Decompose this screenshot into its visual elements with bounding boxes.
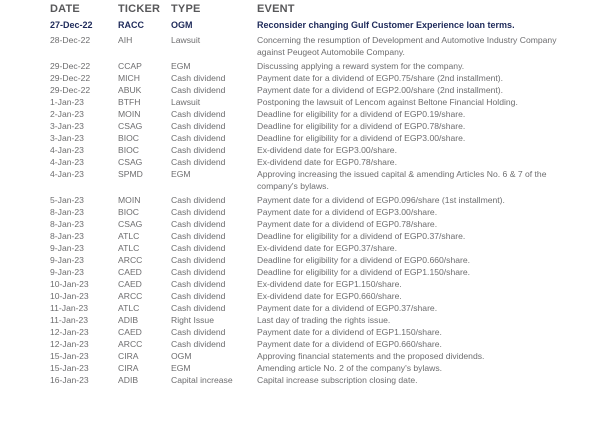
cell-date: 11-Jan-23 <box>50 303 89 313</box>
cell-date: 16-Jan-23 <box>50 375 89 385</box>
cell-date: 8-Jan-23 <box>50 207 84 217</box>
cell-ticker: BIOC <box>118 145 140 155</box>
cell-type: Cash dividend <box>171 207 226 217</box>
cell-ticker: BIOC <box>118 207 140 217</box>
cell-date: 12-Jan-23 <box>50 339 89 349</box>
cell-date: 3-Jan-23 <box>50 133 84 143</box>
cell-date: 4-Jan-23 <box>50 157 84 167</box>
cell-event: Deadline for eligibility for a dividend of EGP0.660/share. <box>257 255 471 265</box>
cell-ticker: BTFH <box>118 97 141 107</box>
cell-type: Cash dividend <box>171 231 226 241</box>
cell-date: 12-Jan-23 <box>50 327 89 337</box>
cell-ticker: ARCC <box>118 255 143 265</box>
cell-date: 15-Jan-23 <box>50 351 89 361</box>
table-header <box>0 3 606 17</box>
cell-type: EGM <box>171 169 191 179</box>
header-ticker: TICKER <box>118 3 161 15</box>
cell-event: Payment date for a dividend of EGP0.75/share (2nd installment). <box>257 73 504 83</box>
cell-type: Cash dividend <box>171 327 226 337</box>
cell-type: Lawsuit <box>171 35 201 45</box>
cell-type: Cash dividend <box>171 195 226 205</box>
cell-date: 11-Jan-23 <box>50 315 89 325</box>
cell-type: EGM <box>171 363 191 373</box>
cell-event: Payment date for a dividend of EGP3.00/share. <box>257 207 438 217</box>
cell-date: 4-Jan-23 <box>50 169 84 179</box>
cell-ticker: ARCC <box>118 291 143 301</box>
cell-date: 3-Jan-23 <box>50 121 84 131</box>
cell-type: Cash dividend <box>171 121 226 131</box>
cell-event: Deadline for eligibility for a dividend of EGP3.00/share. <box>257 133 466 143</box>
cell-ticker: ADIB <box>118 315 139 325</box>
cell-type: OGM <box>171 351 192 361</box>
cell-date: 9-Jan-23 <box>50 243 84 253</box>
cell-type: Lawsuit <box>171 97 201 107</box>
cell-event: Ex-dividend date for EGP1.150/share. <box>257 279 402 289</box>
cell-ticker: CAED <box>118 279 142 289</box>
cell-event: Payment date for a dividend of EGP0.660/share. <box>257 339 442 349</box>
header-event: EVENT <box>257 3 295 15</box>
cell-type: Cash dividend <box>171 267 226 277</box>
cell-type: Cash dividend <box>171 109 226 119</box>
cell-ticker: MOIN <box>118 109 141 119</box>
cell-type: Cash dividend <box>171 133 226 143</box>
cell-type: Cash dividend <box>171 291 226 301</box>
cell-type: Cash dividend <box>171 73 226 83</box>
cell-type: Cash dividend <box>171 85 226 95</box>
cell-ticker: CIRA <box>118 363 139 373</box>
cell-ticker: CSAG <box>118 219 143 229</box>
cell-type: Cash dividend <box>171 243 226 253</box>
cell-date: 5-Jan-23 <box>50 195 84 205</box>
cell-date: 29-Dec-22 <box>50 73 91 83</box>
cell-ticker: CCAP <box>118 61 142 71</box>
cell-ticker: ATLC <box>118 243 140 253</box>
cell-event: Approving increasing the issued capital & amending Articles No. 6 & 7 of the company's bylaws. <box>257 169 547 191</box>
cell-ticker: CAED <box>118 327 142 337</box>
cell-event: Deadline for eligibility for a dividend of EGP0.19/share. <box>257 109 466 119</box>
header-date: DATE <box>50 3 80 15</box>
cell-event: Payment date for a dividend of EGP0.37/share. <box>257 303 438 313</box>
cell-event: Capital increase subscription closing date. <box>257 375 418 385</box>
cell-date: 8-Jan-23 <box>50 219 84 229</box>
cell-type: Capital increase <box>171 375 233 385</box>
cell-type: Cash dividend <box>171 255 226 265</box>
cell-date: 9-Jan-23 <box>50 255 84 265</box>
cell-ticker: RACC <box>118 20 144 30</box>
cell-type: EGM <box>171 61 191 71</box>
cell-event: Reconsider changing Gulf Customer Experience loan terms. <box>257 20 515 30</box>
cell-event: Last day of trading the rights issue. <box>257 315 391 325</box>
cell-date: 27-Dec-22 <box>50 20 93 30</box>
cell-type: Cash dividend <box>171 219 226 229</box>
cell-event: Deadline for eligibility for a dividend of EGP0.78/share. <box>257 121 466 131</box>
cell-ticker: CAED <box>118 267 142 277</box>
cell-type: Right Issue <box>171 315 214 325</box>
cell-event: Concerning the resumption of Development and Automotive Industry Company against Peugeot Automobile Company. <box>257 35 557 57</box>
cell-date: 29-Dec-22 <box>50 85 91 95</box>
cell-event: Amending article No. 2 of the company's bylaws. <box>257 363 443 373</box>
cell-ticker: MOIN <box>118 195 141 205</box>
cell-event: Ex-dividend date for EGP0.37/share. <box>257 243 397 253</box>
cell-event: Deadline for eligibility for a dividend of EGP1.150/share. <box>257 267 471 277</box>
cell-ticker: SPMD <box>118 169 143 179</box>
cell-date: 2-Jan-23 <box>50 109 84 119</box>
cell-event: Discussing applying a reward system for the company. <box>257 61 465 71</box>
cell-ticker: ATLC <box>118 231 140 241</box>
cell-ticker: MICH <box>118 73 140 83</box>
cell-date: 28-Dec-22 <box>50 35 91 45</box>
cell-event: Payment date for a dividend of EGP1.150/share. <box>257 327 442 337</box>
cell-date: 15-Jan-23 <box>50 363 89 373</box>
cell-event: Ex-dividend date for EGP0.78/share. <box>257 157 397 167</box>
cell-ticker: ARCC <box>118 339 143 349</box>
cell-type: Cash dividend <box>171 303 226 313</box>
cell-event: Payment date for a dividend of EGP2.00/share (2nd installment). <box>257 85 504 95</box>
cell-date: 8-Jan-23 <box>50 231 84 241</box>
cell-ticker: ATLC <box>118 303 140 313</box>
cell-event: Approving financial statements and the proposed dividends. <box>257 351 485 361</box>
cell-event: Ex-dividend date for EGP0.660/share. <box>257 291 402 301</box>
cell-date: 10-Jan-23 <box>50 291 89 301</box>
cell-type: Cash dividend <box>171 145 226 155</box>
header-type: TYPE <box>171 3 201 15</box>
cell-date: 29-Dec-22 <box>50 61 91 71</box>
cell-ticker: CSAG <box>118 121 143 131</box>
cell-type: Cash dividend <box>171 279 226 289</box>
cell-ticker: ADIB <box>118 375 139 385</box>
cell-event: Payment date for a dividend of EGP0.096/share (1st installment). <box>257 195 505 205</box>
cell-type: Cash dividend <box>171 157 226 167</box>
cell-event: Deadline for eligibility for a dividend of EGP0.37/share. <box>257 231 466 241</box>
cell-date: 10-Jan-23 <box>50 279 89 289</box>
cell-date: 9-Jan-23 <box>50 267 84 277</box>
cell-type: OGM <box>171 20 193 30</box>
cell-date: 4-Jan-23 <box>50 145 84 155</box>
cell-event: Payment date for a dividend of EGP0.78/share. <box>257 219 438 229</box>
cell-ticker: BIOC <box>118 133 140 143</box>
cell-type: Cash dividend <box>171 339 226 349</box>
cell-ticker: CSAG <box>118 157 143 167</box>
cell-event: Postponing the lawsuit of Lencom against Beltone Financial Holding. <box>257 97 518 107</box>
cell-ticker: CIRA <box>118 351 139 361</box>
cell-date: 1-Jan-23 <box>50 97 84 107</box>
cell-ticker: ABUK <box>118 85 142 95</box>
cell-ticker: AIH <box>118 35 133 45</box>
cell-event: Ex-dividend date for EGP3.00/share. <box>257 145 397 155</box>
